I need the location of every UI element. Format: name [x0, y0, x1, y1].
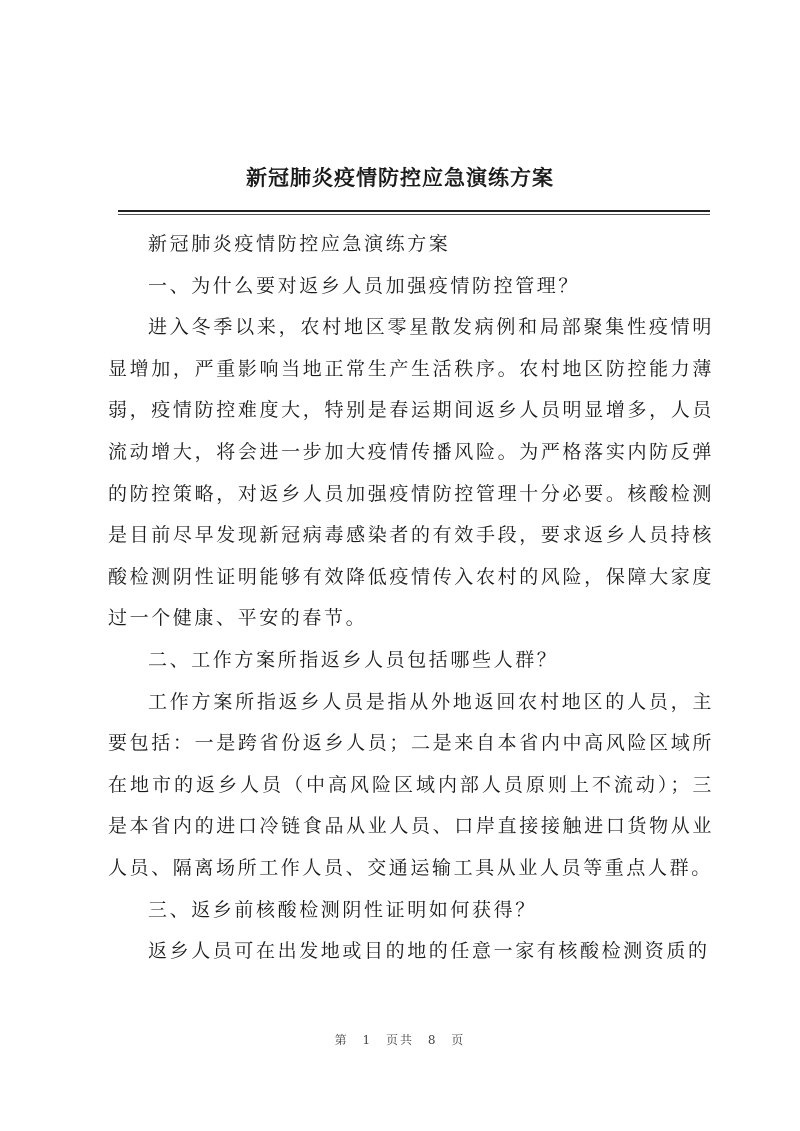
footer-suffix: 页	[451, 1033, 466, 1047]
paragraph-heading-2: 二、工作方案所指返乡人员包括哪些人群？	[148, 648, 559, 671]
paragraph-body-2: 工作方案所指返乡人员是指从外地返回农村地区的人员，主要包括：一是跨省份返乡人员；二是来自本省内中高风险区域所在地市的返乡人员（中高风险区域内部人员原则上不流动）；三是本省内的进口冷链食品从业人员、口岸直接接触进口货物从业人员、隔离场所工作人员、交通运输工具从业人员等重点人群。	[108, 690, 714, 879]
footer-mid: 页共	[385, 1033, 414, 1047]
document-title: 新冠肺炎疫情防控应急演练方案	[246, 165, 554, 190]
title-divider-thin	[118, 214, 710, 215]
paragraph-body-1: 进入冬季以来，农村地区零星散发病例和局部聚集性疫情明显增加，严重影响当地正常生产生活秩序。农村地区防控能力薄弱，疫情防控难度大，特别是春运期间返乡人员明显增多，人员流动增大，将会进一步加大疫情传播风险。为严格落实内防反弹的防控策略，对返乡人员加强疫情防控管理十分必要。核酸检测是目前尽早发现新冠病毒感染者的有效手段，要求返乡人员持核酸检测阴性证明能够有效降低疫情传入农村的风险，保障大家度过一个健康、平安的春节。	[108, 316, 714, 630]
footer-prefix: 第	[334, 1033, 349, 1047]
paragraph-heading-1: 一、为什么要对返乡人员加强疫情防控管理？	[148, 274, 581, 297]
paragraph-body-3: 返乡人员可在出发地或目的地的任意一家有核酸检测资质的	[148, 940, 710, 963]
title-divider	[118, 210, 710, 212]
footer-current-page: 1	[362, 1033, 373, 1047]
paragraph-heading-3: 三、返乡前核酸检测阴性证明如何获得？	[148, 898, 537, 921]
document-body	[108, 224, 714, 973]
page-footer	[0, 1031, 800, 1048]
paragraph-subtitle: 新冠肺炎疫情防控应急演练方案	[148, 233, 451, 255]
footer-total-pages: 8	[427, 1033, 438, 1047]
